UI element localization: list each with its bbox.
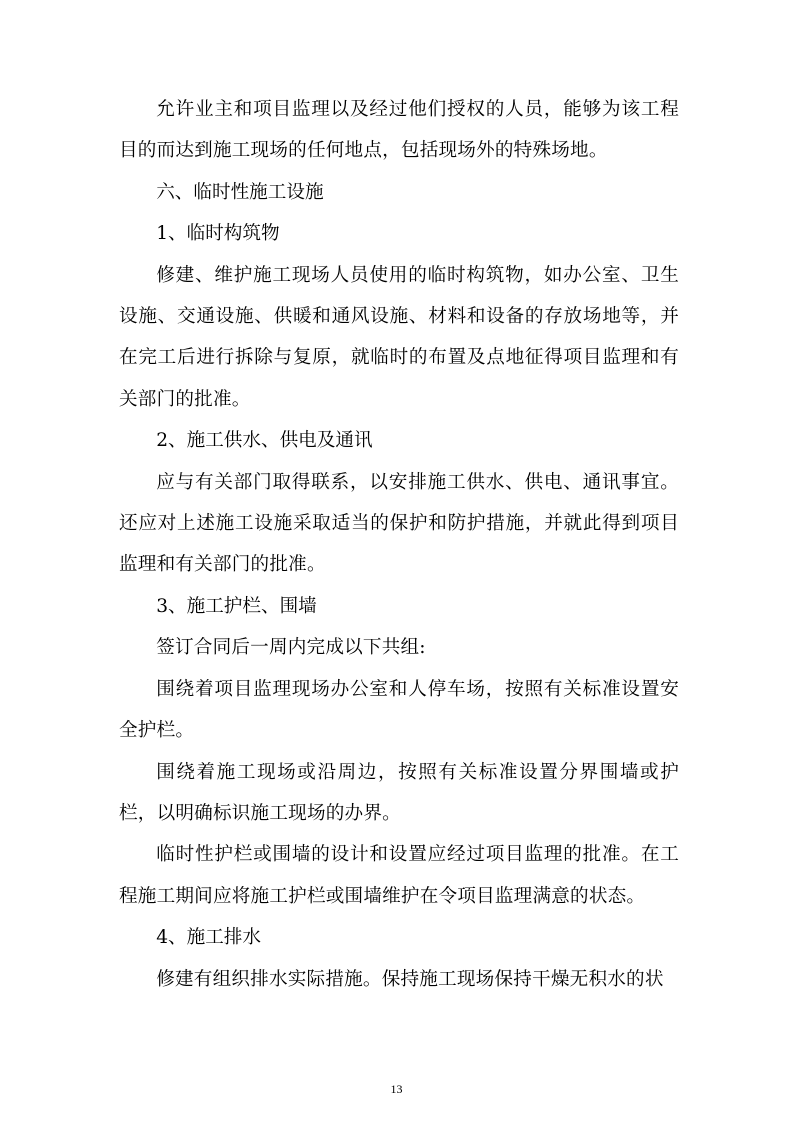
subheading-drainage: 4、施工排水 [156, 927, 261, 949]
paragraph-fence-approval: 临时性护栏或围墙的设计和设置应经过项目监理的批准。在工程施工期间应将施工护栏或围墙维护在令项目监理满意的状态。 [119, 844, 679, 907]
paragraph-fence-perimeter: 围绕着施工现场或沿周边，按照有关标准设置分界围墙或护栏，以明确标识施工现场的办界。 [119, 761, 679, 824]
subheading-temporary-structures: 1、临时构筑物 [156, 223, 280, 245]
paragraph-fence-intro: 签订合同后一周内完成以下共组: [156, 637, 426, 659]
paragraph-drainage: 修建有组织排水实际措施。保持施工现场保持干燥无积水的状 [156, 968, 664, 990]
subheading-fences: 3、施工护栏、围墙 [156, 595, 317, 617]
page-body [119, 89, 679, 1000]
paragraph-access-rights: 允许业主和项目监理以及经过他们授权的人员，能够为该工程目的而达到施工现场的任何地点，包括现场外的特殊场地。 [119, 99, 679, 162]
paragraph-temporary-structures: 修建、维护施工现场人员使用的临时构筑物，如办公室、卫生设施、交通设施、供暖和通风设施、材料和设备的存放场地等，并在完工后进行拆除与复原，就临时的布置及点地征得项目监理和有关部门的批准。 [119, 264, 679, 410]
paragraph-fence-office: 围绕着项目监理现场办公室和人停车场，按照有关标准设置安全护栏。 [119, 678, 679, 742]
subheading-utilities: 2、施工供水、供电及通讯 [156, 430, 373, 452]
page-number: 13 [390, 1082, 403, 1096]
paragraph-utilities: 应与有关部门取得联系，以安排施工供水、供电、通讯事宜。还应对上述施工设施采取适当的保护和防护措施，并就此得到项目监理和有关部门的批准。 [119, 471, 679, 576]
section-heading-temporary-facilities: 六、临时性施工设施 [156, 181, 324, 203]
